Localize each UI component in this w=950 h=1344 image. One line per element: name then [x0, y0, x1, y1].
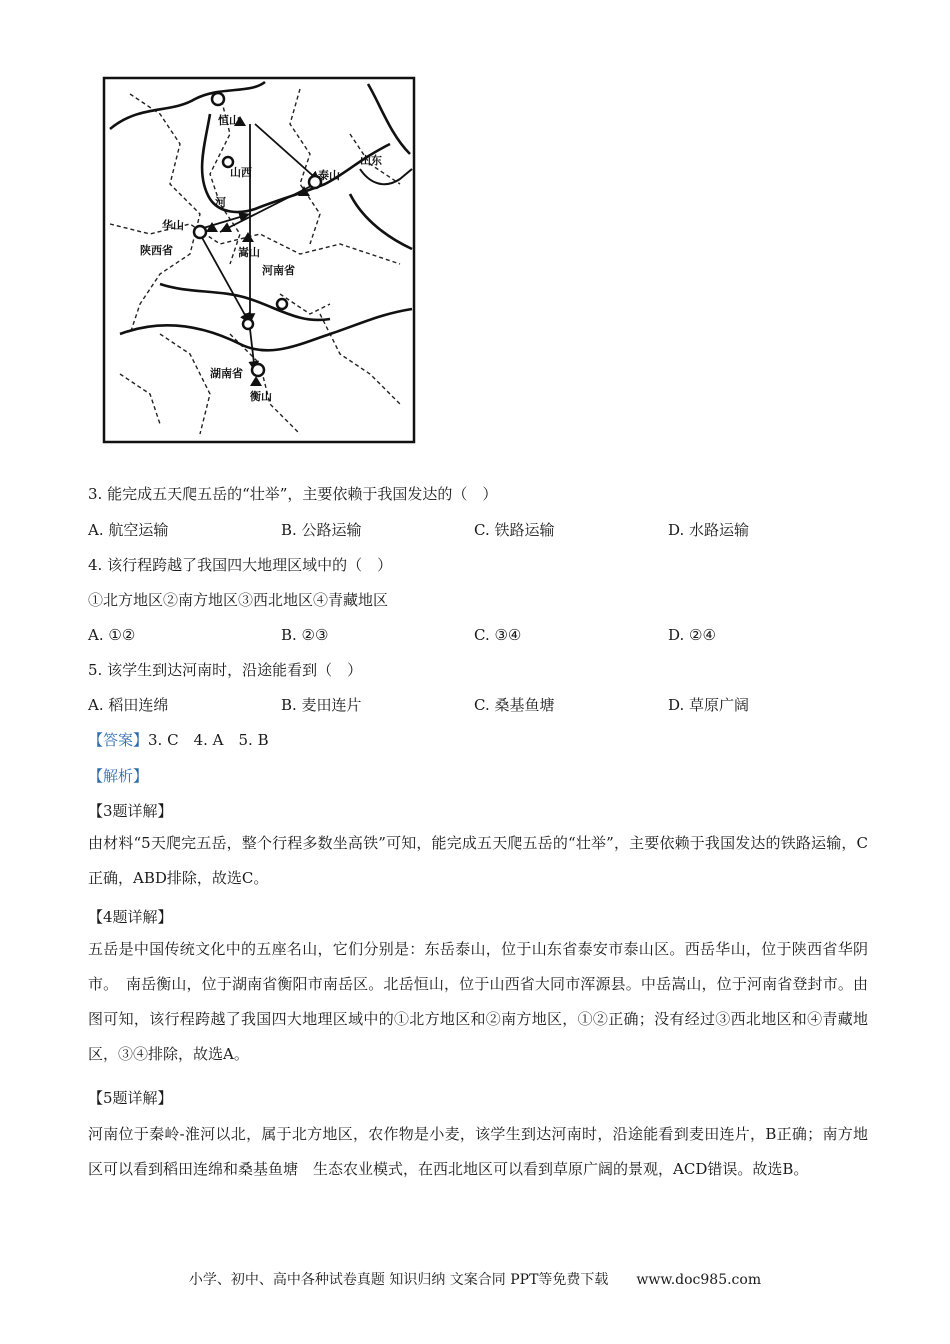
label-hengshan-north: 恒山: [218, 114, 240, 127]
detail3-text: 由材料“5天爬完五岳，整个行程多数坐高铁”可知，能完成五天爬五岳的“壮举”，主要依赖于我国发达的铁路运输，C正确，ABD排除，故选C。: [88, 834, 868, 887]
q5-option-d[interactable]: D. 草原广阔: [668, 696, 750, 714]
analysis-tag: 【解析】: [88, 767, 149, 785]
q4-stem: 4. 该行程跨越了我国四大地理区域中的（ ）: [88, 556, 393, 574]
q5-option-a[interactable]: A. 稻田连绵: [88, 696, 169, 714]
q5-stem: 5. 该学生到达河南时，沿途能看到（ ）: [88, 661, 363, 679]
answer-text: 3. C 4. A 5. B: [148, 731, 269, 749]
analysis-line: [88, 766, 148, 786]
q4-option-c[interactable]: C. ③④: [474, 626, 522, 644]
label-songshan: 嵩山: [238, 246, 260, 259]
page-footer: 小学、初中、高中各种试卷真题 知识归纳 文案合同 PPT等免费下载 www.doc985.com: [188, 1272, 762, 1288]
q5-option-b[interactable]: B. 麦田连片: [281, 696, 362, 714]
q3-stem: 3. 能完成五天爬五岳的“壮举”，主要依赖于我国发达的（ ）: [88, 485, 498, 503]
answer-tag: 【答案】: [88, 731, 149, 749]
route-map: [100, 74, 418, 446]
label-hengshan-south: 衡山: [250, 390, 272, 403]
detail4-heading: 【4题详解】: [88, 908, 173, 926]
q3-option-a[interactable]: A. 航空运输: [88, 521, 169, 539]
q4-option-b[interactable]: B. ②③: [281, 626, 329, 644]
detail5-heading: 【5题详解】: [88, 1089, 173, 1107]
label-huashan: 华山: [162, 219, 184, 232]
label-henan: 河南省: [262, 264, 295, 277]
q3-option-c[interactable]: C. 铁路运输: [474, 521, 555, 539]
q5-option-c[interactable]: C. 桑基鱼塘: [474, 696, 555, 714]
q4-option-a[interactable]: A. ①②: [88, 626, 136, 644]
q3-option-b[interactable]: B. 公路运输: [281, 521, 362, 539]
label-taishan: 泰山: [318, 169, 340, 182]
label-hunan-province: 湖南省: [210, 367, 243, 380]
q3-option-d[interactable]: D. 水路运输: [668, 521, 750, 539]
label-shandong: 山东: [360, 154, 382, 167]
q4-items: ①北方地区②南方地区③西北地区④青藏地区: [88, 591, 389, 609]
detail4-text: 五岳是中国传统文化中的五座名山，它们分别是：东岳泰山，位于山东省泰安市泰山区。西岳华山，位于陕西省华阴市。 南岳衡山，位于湖南省衡阳市南岳区。北岳恒山，位于山西省大同市浑源县。中岳嵩山，位于河南省登封市。由图可知，该行程跨越了我国四大地理区域中的①北方地区和②南方地区，①②正确；没有经过③西北地区和④青藏地区，③④排除，故选A。: [88, 940, 868, 1063]
label-river: 河: [215, 196, 226, 209]
label-shaanxi-province: 陕西省: [140, 244, 173, 257]
q4-option-d[interactable]: D. ②④: [668, 626, 716, 644]
label-shanxi-west: 山西: [230, 166, 252, 179]
detail3-heading: 【3题详解】: [88, 802, 173, 820]
answer-line: [88, 730, 269, 750]
detail5-text: 河南位于秦岭-淮河以北，属于北方地区，农作物是小麦，该学生到达河南时，沿途能看到麦田连片，B正确；南方地区可以看到稻田连绵和桑基鱼塘 生态农业模式，在西北地区可以看到草原广阔的景观，ACD错误。故选B。: [88, 1125, 868, 1178]
